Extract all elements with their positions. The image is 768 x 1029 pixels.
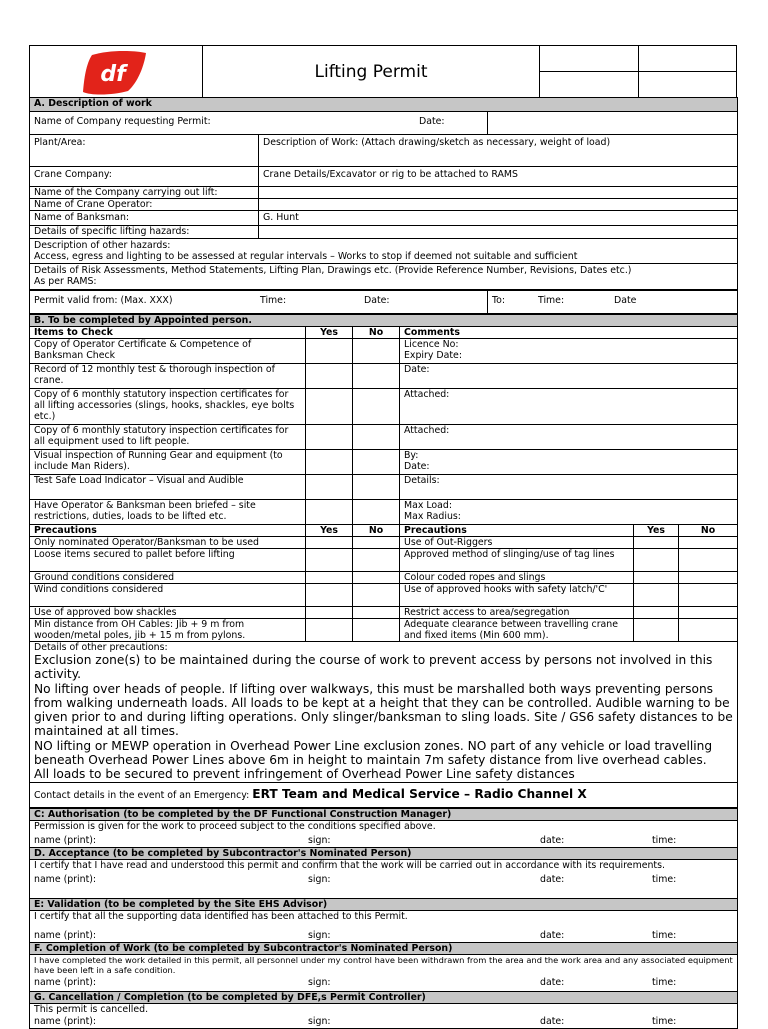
banksman-label: Name of Banksman: [30,211,259,226]
plant-area-field[interactable]: Plant/Area: [30,135,259,167]
comments-col-header: Comments [400,327,738,339]
signature-row[interactable]: name (print): sign: date: time: [34,1015,677,1027]
operator-label: Name of Crane Operator: [30,199,259,211]
signature-row[interactable]: name (print): sign: date: time: [34,929,677,941]
lift-company-input[interactable] [259,187,738,199]
yes-col-header: Yes [306,525,353,537]
ref-cell-3[interactable] [540,72,639,98]
prec-no-box[interactable] [353,584,400,607]
valid-from-field[interactable]: Permit valid from: (Max. XXX) Time: Date: [30,291,488,314]
check-comment[interactable]: Attached: [400,425,738,450]
section-a-heading: A. Description of work [30,98,738,112]
emergency-contact-value: ERT Team and Medical Service – Radio Channel X [252,786,587,801]
prec-yes-box[interactable] [306,572,353,584]
section-g-heading: G. Cancellation / Completion (to be completed by DFE,s Permit Controller) [30,991,738,1003]
items-col-header: Items to Check [30,327,306,339]
header-ref-cells [540,46,737,98]
other-precautions-para: Exclusion zone(s) to be maintained during the course of work to prevent access by persons not involved in this activity. [34,653,713,682]
precaution-item: Use of approved bow shackles [30,607,306,619]
ref-cell-2[interactable] [639,46,737,72]
lift-company-label: Name of the Company carrying out lift: [30,187,259,199]
ref-cell-1[interactable] [540,46,639,72]
ref-cell-4[interactable] [639,72,737,98]
risk-assessment-field[interactable]: Details of Risk Assessments, Method Statements, Lifting Plan, Drawings etc. (Provide Reference Number, Revisions, Dates etc.) As per RAMS: [30,264,738,290]
signature-row[interactable]: name (print): sign: date: time: [34,834,677,846]
prec-yes-box-right[interactable] [634,619,679,642]
precaution-item: Wind conditions considered [30,584,306,607]
precaution-item: Ground conditions considered [30,572,306,584]
check-no-box[interactable] [353,364,400,389]
section-c-heading: C: Authorisation (to be completed by the DF Functional Construction Manager) [30,808,738,820]
other-precautions-field[interactable] [30,642,738,783]
page-title: Lifting Permit [203,46,540,98]
yes-col-header-right: Yes [634,525,679,537]
permit-form [29,45,737,1029]
check-yes-box[interactable] [306,450,353,475]
section-f-heading: F. Completion of Work (to be completed by Subcontractor's Nominated Person) [30,942,738,954]
section-g-body: This permit is cancelled. name (print): sign: date: time: [30,1003,738,1028]
precaution-item-right: Use of Out-Riggers [400,537,634,549]
prec-no-box[interactable] [353,607,400,619]
no-col-header-right: No [679,525,738,537]
check-comment[interactable]: Details: [400,475,738,500]
check-item: Copy of 6 monthly statutory inspection certificates for all equipment used to lift people. [30,425,306,450]
prec-no-box-right[interactable] [679,619,738,642]
check-no-box[interactable] [353,450,400,475]
prec-yes-box-right[interactable] [634,549,679,572]
validity-table [29,290,738,314]
emergency-contact-field[interactable] [30,782,738,807]
section-b-table [29,314,738,808]
prec-no-box[interactable] [353,619,400,642]
section-e-heading: E: Validation (to be completed by the Site EHS Advisor) [30,898,738,910]
prec-yes-box[interactable] [306,537,353,549]
precaution-item-right: Colour coded ropes and slings [400,572,634,584]
precaution-item: Min distance from OH Cables: Jib + 9 m from wooden/metal poles, jib + 15 m from pylons. [30,619,306,642]
other-precautions-para: No lifting over heads of people. If lifting over walkways, this must be marshalled both ways preventing persons from walking underneath loads. All loads to be kept at a height that they can be controlled. Audible warning to be given prior to and during lifting operations. Only slinger/banksman to sling loads. Site / GS6 safety distances to be maintained at all times. [34,681,733,739]
prec-yes-box-right[interactable] [634,537,679,549]
check-comment[interactable]: Date: [400,364,738,389]
prec-no-box-right[interactable] [679,584,738,607]
no-col-header: No [353,525,400,537]
prec-no-box[interactable] [353,537,400,549]
prec-yes-box[interactable] [306,584,353,607]
check-comment[interactable]: Attached: [400,389,738,425]
svg-text:df: df [100,62,126,87]
prec-no-box-right[interactable] [679,572,738,584]
section-c-body: Permission is given for the work to proceed subject to the conditions specified above. name (print): sign: date: time: [30,820,738,847]
precaution-item: Loose items secured to pallet before lifting [30,549,306,572]
check-item: Record of 12 monthly test & thorough inspection of crane. [30,364,306,389]
section-f-body: I have completed the work detailed in this permit, all personnel under my control have been withdrawn from the area and the work area and any associated equipment have been left in a safe condition. name (print): sign: date: time: [30,954,738,991]
no-col-header: No [353,327,400,339]
check-yes-box[interactable] [306,339,353,364]
precautions-col-header: Precautions [30,525,306,537]
check-yes-box[interactable] [306,425,353,450]
prec-no-box[interactable] [353,549,400,572]
crane-company-field[interactable]: Crane Company: [30,167,259,187]
signature-row[interactable]: name (print): sign: date: time: [34,976,677,988]
prec-no-box[interactable] [353,572,400,584]
hazards-input[interactable] [259,226,738,239]
precautions-col-header-right: Precautions [400,525,634,537]
check-no-box[interactable] [353,389,400,425]
section-d-body: I certify that I have read and understood this permit and confirm that the work will be carried out in accordance with its requirements. name (print): sign: date: time: [30,859,738,898]
df-logo-icon [30,46,203,98]
precaution-item: Only nominated Operator/Banksman to be used [30,537,306,549]
check-item: Visual inspection of Running Gear and equipment (to include Man Riders). [30,450,306,475]
company-logo [30,46,203,98]
company-field-spacer [488,112,738,135]
other-hazards-field[interactable]: Description of other hazards: Access, egress and lighting to be assessed at regular intervals – Works to stop if deemed not suitable and sufficient [30,239,738,264]
check-yes-box[interactable] [306,475,353,500]
work-description-field[interactable]: Description of Work: (Attach drawing/sketch as necessary, weight of load) [259,135,738,167]
section-b-heading: B. To be completed by Appointed person. [30,315,738,327]
section-e-body: I certify that all the supporting data identified has been attached to this Permit. name (print): sign: date: time: [30,910,738,942]
other-precautions-para: NO lifting or MEWP operation in Overhead Power Line exclusion zones. NO part of any vehicle or load travelling beneath Overhead Power Lines above 6m in height to maintain 7m safety distance from live overhead cables. [34,738,713,768]
signoff-table [29,808,738,1029]
precaution-item-right: Restrict access to area/segregation [400,607,634,619]
check-no-box[interactable] [353,500,400,525]
check-item: Copy of Operator Certificate & Competence of Banksman Check [30,339,306,364]
check-yes-box[interactable] [306,389,353,425]
section-d-heading: D. Acceptance (to be completed by Subcontractor's Nominated Person) [30,847,738,859]
form-header [29,45,737,97]
check-yes-box[interactable] [306,500,353,525]
section-a-table [29,97,738,290]
yes-col-header: Yes [306,327,353,339]
other-precautions-para: All loads to be secured to prevent infringement of Overhead Power Line safety distances [34,767,575,782]
check-item: Copy of 6 monthly statutory inspection certificates for all lifting accessories (slings, hooks, shackles, eye bolts etc.) [30,389,306,425]
prec-yes-box[interactable] [306,549,353,572]
check-no-box[interactable] [353,425,400,450]
check-no-box[interactable] [353,475,400,500]
check-item: Test Safe Load Indicator – Visual and Audible [30,475,306,500]
signature-row[interactable]: name (print): sign: date: time: [34,873,677,885]
banksman-input[interactable]: G. Hunt [259,211,738,226]
check-comment[interactable]: Licence No: Expiry Date: [400,339,738,364]
crane-details-field[interactable]: Crane Details/Excavator or rig to be attached to RAMS [259,167,738,187]
prec-yes-box-right[interactable] [634,607,679,619]
other-precautions-label: Details of other precautions: [34,642,168,653]
prec-yes-box-right[interactable] [634,584,679,607]
check-yes-box[interactable] [306,364,353,389]
emergency-contact-label: Contact details in the event of an Emergency: [34,789,250,801]
operator-input[interactable] [259,199,738,211]
check-no-box[interactable] [353,339,400,364]
prec-no-box-right[interactable] [679,537,738,549]
precaution-item-right: Use of approved hooks with safety latch/'C' [400,584,634,607]
prec-no-box-right[interactable] [679,607,738,619]
valid-to-field[interactable]: To: Time: Date [488,291,738,314]
check-comment[interactable]: By: Date: [400,450,738,475]
prec-yes-box-right[interactable] [634,572,679,584]
check-comment[interactable]: Max Load: Max Radius: [400,500,738,525]
company-field[interactable]: Name of Company requesting Permit: Date: [30,112,488,135]
prec-no-box-right[interactable] [679,549,738,572]
hazards-label: Details of specific lifting hazards: [30,226,259,239]
prec-yes-box[interactable] [306,619,353,642]
prec-yes-box[interactable] [306,607,353,619]
precaution-item-right: Approved method of slinging/use of tag lines [400,549,634,572]
check-item: Have Operator & Banksman been briefed – site restrictions, duties, loads to be lifted etc. [30,500,306,525]
precaution-item-right: Adequate clearance between travelling crane and fixed items (Min 600 mm). [400,619,634,642]
